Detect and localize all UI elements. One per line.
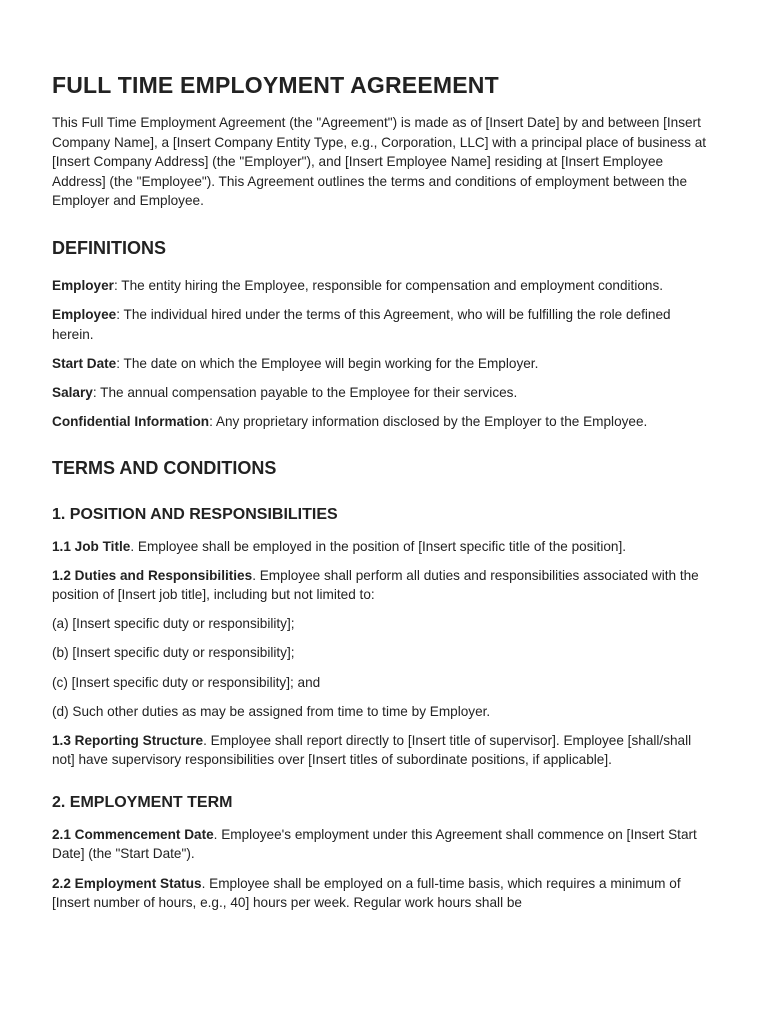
definition-term: Employee [52, 307, 117, 323]
definition-text: : The individual hired under the terms of this Agreement, who will be fulfilling the role defined herein. [52, 307, 671, 342]
definitions-heading: DEFINITIONS [52, 237, 167, 258]
definition-confidential-information [52, 412, 712, 432]
clause-text: . Employee shall perform all duties and responsibilities associated with the position of [Insert job title], including but not limited to: [52, 567, 699, 603]
definition-text: : The entity hiring the Employee, responsible for compensation and employment conditions. [113, 277, 664, 293]
clause-term: 1.2 Duties and Responsibilities [52, 567, 253, 583]
definition-text: : Any proprietary information disclosed by the Employer to the Employee. [209, 413, 648, 429]
section-1-heading: 1. POSITION AND RESPONSIBILITIES [52, 505, 338, 523]
definition-employee [52, 305, 712, 344]
list-item: (d) Such other duties as may be assigned from time to time by Employer. [52, 703, 491, 719]
definition-salary [52, 383, 712, 403]
clause-term: 2.1 Commencement Date [52, 826, 214, 842]
clause-1-1 [52, 537, 712, 557]
clause-term: 1.3 Reporting Structure [52, 732, 204, 748]
terms-heading: TERMS AND CONDITIONS [52, 457, 277, 478]
clause-text: . Employee shall be employed in the position of [Insert specific title of the position]. [130, 538, 627, 554]
clause-2-2 [52, 874, 712, 913]
clause-text: . Employee shall report directly to [Insert title of supervisor]. Employee [shall/shall not] have supervisory responsibilities over [Insert titles of subordinate positions, if applicable]. [52, 732, 692, 768]
definition-term: Start Date [52, 355, 117, 371]
definition-text: : The annual compensation payable to the Employee for their services. [92, 384, 518, 400]
clause-1-3 [52, 731, 712, 770]
document-page [52, 70, 712, 922]
section-2-heading: 2. EMPLOYMENT TERM [52, 793, 233, 811]
definition-term: Salary [52, 384, 93, 400]
intro-paragraph: This Full Time Employment Agreement (the "Agreement") is made as of [Insert Date] by and between [Insert Company Name], a [Insert Company Entity Type, e.g., Corporation, LLC] with a principal place of business at [Insert Company Address] (the "Employer"), and [Insert Employee Name] residing at [Insert Employee Address] (the "Employee"). This Agreement outlines the terms and conditions of employment between the Employer and Employee. [52, 115, 707, 209]
document-title: FULL TIME EMPLOYMENT AGREEMENT [52, 72, 499, 98]
clause-text: . Employee's employment under this Agreement shall commence on [Insert Start Date] (the "Start Date"). [52, 826, 697, 862]
definition-text: : The date on which the Employee will begin working for the Employer. [116, 355, 539, 371]
clause-term: 2.2 Employment Status [52, 875, 202, 891]
list-item: (b) [Insert specific duty or responsibility]; [52, 645, 295, 661]
clause-term: 1.1 Job Title [52, 538, 131, 554]
definition-term: Employer [52, 277, 114, 293]
list-item: (c) [Insert specific duty or responsibility]; and [52, 674, 321, 690]
list-item: (a) [Insert specific duty or responsibility]; [52, 616, 295, 632]
clause-2-1 [52, 825, 712, 864]
definition-start-date [52, 354, 712, 374]
definition-term: Confidential Information [52, 413, 210, 429]
definition-employer [52, 276, 712, 296]
clause-1-2 [52, 566, 712, 605]
clause-text: . Employee shall be employed on a full-time basis, which requires a minimum of [Insert number of hours, e.g., 40] hours per week. Regular work hours shall be [52, 875, 681, 911]
